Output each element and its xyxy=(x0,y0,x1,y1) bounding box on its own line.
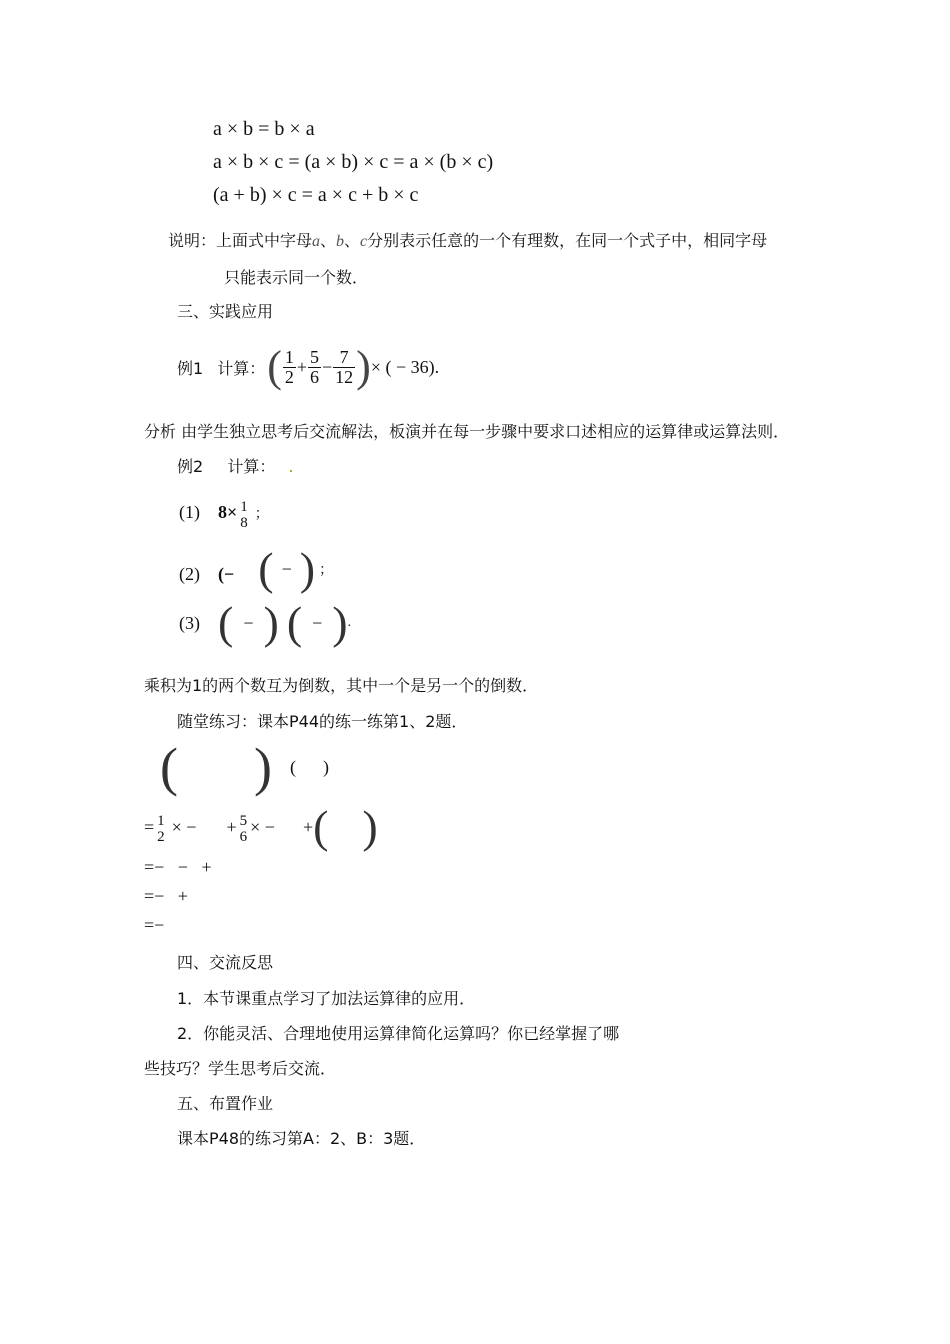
letter-a: a xyxy=(312,233,321,250)
example1-label: 例1 xyxy=(177,358,204,378)
solution-line-3: =− − + xyxy=(144,857,212,877)
example2-prompt: 计算： xyxy=(227,457,276,476)
solution-line-5: =− xyxy=(144,915,165,935)
example2-label: 例2 xyxy=(177,457,204,476)
item1-fraction: 1 8 xyxy=(240,499,248,531)
solution-left-paren-2: ( xyxy=(313,801,329,852)
example1-end: . xyxy=(434,356,440,377)
note-suffix: 分别表示任意的一个有理数，在同一个式子中，相同字母 xyxy=(367,231,768,250)
example1 xyxy=(177,342,440,391)
note-sep: 、 xyxy=(320,231,337,250)
letter-b: b xyxy=(336,233,345,250)
section4-title: 四、交流反思 xyxy=(177,953,274,972)
item3-left-paren-2: ( xyxy=(286,597,303,648)
solution-fraction-2: 5 6 xyxy=(239,813,248,845)
formula-commutative: a × b = b × a xyxy=(213,118,315,140)
section4-item-2a: 2．你能灵活、合理地使用运算律简化运算吗？你已经掌握了哪 xyxy=(177,1024,620,1043)
section4-item-2b: 些技巧？学生思考后交流． xyxy=(144,1059,337,1078)
op-minus: − xyxy=(322,356,333,377)
example2-item-1 xyxy=(179,494,269,532)
item1-text: 8× xyxy=(218,502,238,523)
solution-paren: ( ) xyxy=(289,756,329,777)
solution-mid-1: × − xyxy=(171,816,197,837)
note-sep: 、 xyxy=(344,231,361,250)
section3-title: 三、实践应用 xyxy=(177,302,274,321)
example1-prompt: 计算： xyxy=(217,358,266,378)
reciprocal-text: 乘积为1的两个数互为倒数，其中一个是另一个的倒数． xyxy=(144,676,539,695)
fraction-2: $\frac{5}{6}$ xyxy=(310,346,320,387)
item3-inner-1: − xyxy=(243,612,254,633)
note-prefix: 说明：上面式中字母 xyxy=(168,231,313,250)
section4-item-1: 1．本节课重点学习了加法运算律的应用． xyxy=(177,989,476,1008)
item2-number: (2) xyxy=(179,563,200,584)
solution-mid-2: × − xyxy=(250,816,275,837)
op-plus: + xyxy=(296,356,308,377)
fraction-3: $\frac{7}{12}$ xyxy=(335,346,354,387)
formula-distributive: (a + b) × c = a × c + b × c xyxy=(213,184,419,206)
item3-inner-2: − xyxy=(312,612,323,633)
solution-big-right-paren: ) xyxy=(253,737,272,797)
item1-number: (1) xyxy=(179,502,200,523)
solution-right-paren-2: ) xyxy=(362,801,378,852)
example2-header: 例2 计算： . xyxy=(177,457,294,476)
solution-line-2 xyxy=(144,801,378,852)
item3-right-paren-2: ) xyxy=(332,597,348,648)
letter-c: c xyxy=(360,233,368,250)
item2-end: ； xyxy=(319,563,334,578)
solution-line-4: =− + xyxy=(144,886,188,906)
formula-associative: a × b × c = (a × b) × c = a × (b × c) xyxy=(213,151,494,173)
analysis-text: 分析 由学生独立思考后交流解法，板演并在每一步骤中要求口述相应的运算律或运算法则． xyxy=(144,422,790,441)
item3-left-paren-1: ( xyxy=(218,597,234,648)
item2-left-paren: ( xyxy=(258,543,274,594)
right-paren: ) xyxy=(356,342,371,391)
example1-multiplier: × ( − 36) xyxy=(370,356,435,377)
note-line-1 xyxy=(168,228,767,251)
example2-item-3 xyxy=(179,597,352,648)
example2-item-2 xyxy=(179,543,334,594)
solution-big-left-paren: ( xyxy=(160,737,178,797)
solution-eq: = xyxy=(144,816,155,837)
item3-end: . xyxy=(347,615,352,630)
solution-plus-1: + xyxy=(226,816,237,837)
solution-fraction-1: 1 2 xyxy=(157,813,165,845)
fraction-1: $\frac{1}{2}$ xyxy=(284,346,294,387)
item2-text: (− xyxy=(218,563,235,584)
item1-end: ； xyxy=(254,506,269,522)
section5-title: 五、布置作业 xyxy=(177,1094,274,1113)
left-paren: ( xyxy=(267,342,282,391)
practice-text: 随堂练习：课本P44的练一练第1、2题． xyxy=(177,712,468,731)
solution-line-1 xyxy=(160,737,329,797)
item3-right-paren-1: ) xyxy=(263,597,279,648)
item2-inner: − xyxy=(281,558,292,579)
item2-right-paren: ) xyxy=(299,543,316,594)
solution-plus-2: + xyxy=(302,816,314,837)
note-line-2: 只能表示同一个数． xyxy=(224,268,369,287)
item3-number: (3) xyxy=(179,612,200,633)
section5-homework: 课本P48的练习第A：2、B：3题． xyxy=(177,1129,426,1148)
